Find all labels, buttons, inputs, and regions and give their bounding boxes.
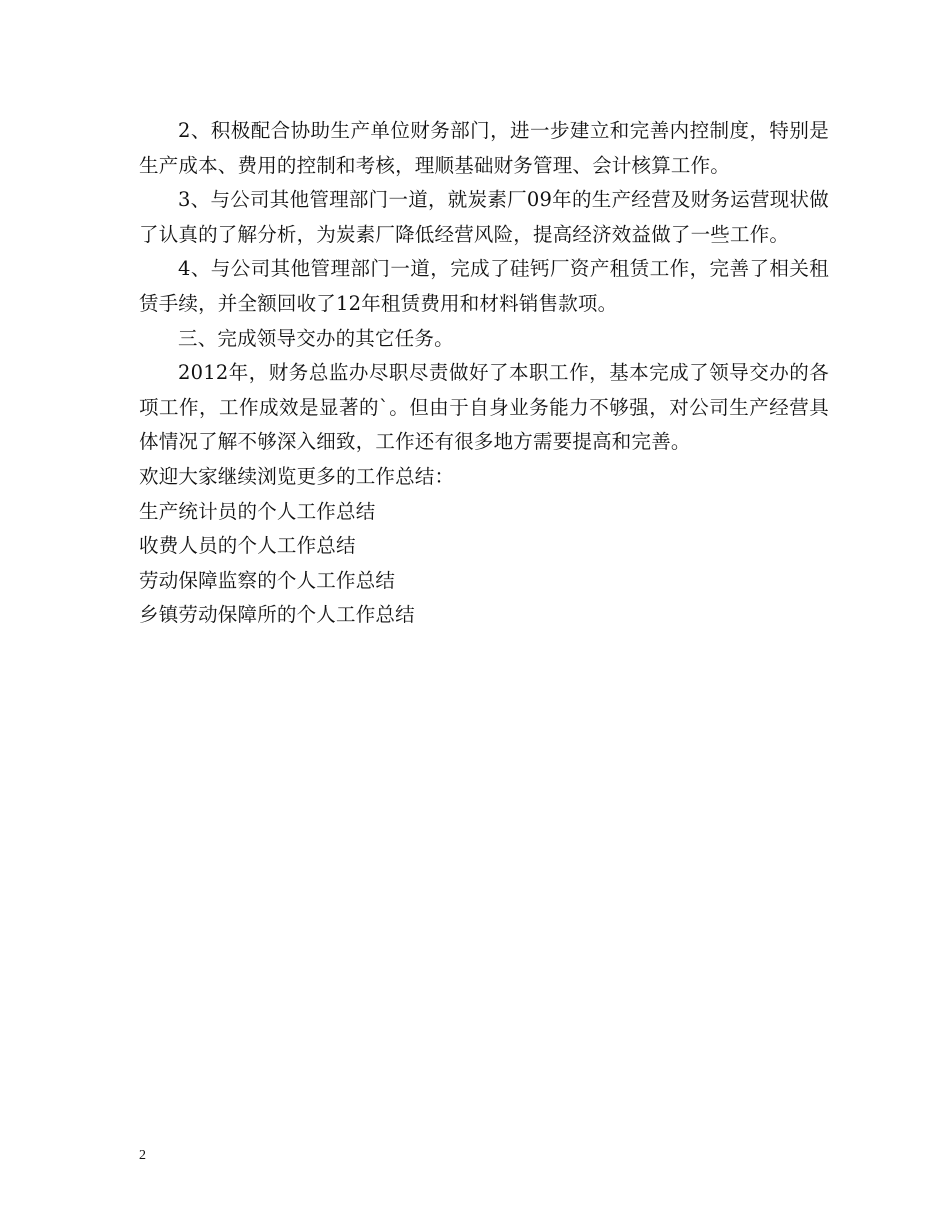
paragraph-item-4: 4、与公司其他管理部门一道，完成了硅钙厂资产租赁工作，完善了相关租赁手续，并全额回收了12年租赁费用和材料销售款项。 bbox=[139, 257, 829, 315]
more-intro-text: 欢迎大家继续浏览更多的工作总结： bbox=[139, 464, 455, 488]
page-number: 2 bbox=[139, 1148, 146, 1163]
related-link-1[interactable]: 生产统计员的个人工作总结 bbox=[139, 499, 376, 523]
document-body bbox=[139, 114, 829, 633]
related-link-4[interactable]: 乡镇劳动保障所的个人工作总结 bbox=[139, 603, 415, 627]
related-link-2[interactable]: 收费人员的个人工作总结 bbox=[139, 534, 356, 558]
section-heading-3: 三、完成领导交办的其它任务。 bbox=[178, 326, 454, 350]
summary-paragraph: 2012年，财务总监办尽职尽责做好了本职工作，基本完成了领导交办的各项工作，工作成效是显著的`。但由于自身业务能力不够强，对公司生产经营具体情况了解不够深入细致，工作还有很多地方需要提高和完善。 bbox=[139, 361, 829, 454]
related-link-3[interactable]: 劳动保障监察的个人工作总结 bbox=[139, 568, 396, 592]
paragraph-item-3: 3、与公司其他管理部门一道，就炭素厂09年的生产经营及财务运营现状做了认真的了解分析，为炭素厂降低经营风险，提高经济效益做了一些工作。 bbox=[139, 188, 829, 246]
paragraph-item-2: 2、积极配合协助生产单位财务部门，进一步建立和完善内控制度，特别是生产成本、费用的控制和考核，理顺基础财务管理、会计核算工作。 bbox=[139, 119, 829, 177]
